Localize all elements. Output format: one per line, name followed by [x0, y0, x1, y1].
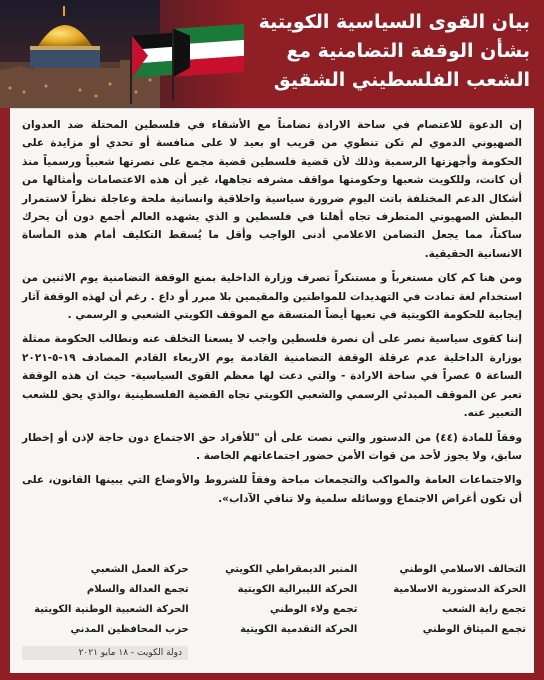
signatory: الحركة الليبرالية الكويتية: [237, 584, 358, 595]
title-line: بيان القوى السياسية الكويتية: [258, 11, 530, 33]
signatory: المنبر الديمقراطي الكويتي: [225, 564, 358, 575]
header-banner: [0, 0, 544, 108]
paragraph: إن الدعوة للاعتصام في ساحة الارادة تضامناً مع الأشقاء في فلسطين المحتلة ضد العدوان الصهيوني الدموي لم تكن تنطوي من قريب او بعيد لا على منافسة أو تحدي أو مزايدة على الحكومة وأجهزتها الرسمية وذلك لأن قضية فلسطين قضية مجمع على نصرتها شعبياً ورسمياً منذ أن كانت، وللكويت شعبها وحكومتها مواقف مشرفه تجاهها، غير أن هذه الاعتصامات وأمثالها من أشكال الدعم المختلفة باتت اليوم ضرورة سياسية واخلاقية وانسانية ملحة وعاجلة نظراً لاستمرار البطش الصهيوني المتطرف تجاه أهلنا في فلسطين و الذي يشهده العالم أجمع دون أن يحرك ساكناً، مما يجعل التضامن الاعلامي أدنى الواجب وأقل ما يُسقط التكليف أمام هذه المأساة الانسانية الحقيقية.: [22, 119, 522, 260]
statement-body: [22, 116, 522, 514]
signatory: تجمع الميثاق الوطني: [422, 624, 526, 635]
date-footer: دولة الكويت - ١٨ مايو ٢٠٢١: [22, 646, 188, 660]
paragraph: إننا كقوى سياسية نصر على أن نصرة فلسطين واجب لا يسعنا التخلف عنه ونطالب الحكومة ممثلة بوزارة الداخلية عدم عرقلة الوقفة التضامنية القادمة يوم الاربعاء القادم المصادف ١٩-٥-٢٠٢١ الساعة ٥ عصراً في ساحة الارادة - والتي دعت لها معظم القوى السياسية- حيث ان هذه الوقفة تعبر عن الموقف المبدئي الرسمي والشعبي الكويتي تجاه القضية الفلسطينية ،والذي يحق للشعب التعبير عنه.: [22, 333, 522, 420]
signatory: الحركة الدستورية الاسلامية: [393, 584, 526, 595]
signatory: الحركة التقدمية الكويتية: [240, 624, 358, 635]
signatory: حركة العمل الشعبي: [90, 564, 189, 575]
paragraph: والاجتماعات العامة والمواكب والتجمعات مباحة وفقاً للشروط والأوضاع التي يبينها القانون، على أن تكون أغراض الاجتماع ووسائله سلمية ولا تنافي الآداب».: [22, 474, 522, 505]
signatory: حزب المحافظين المدني: [70, 624, 189, 635]
statement-title: [230, 8, 530, 95]
paragraph: وفقاً للمادة (٤٤) من الدستور والتي نصت على أن "للأفراد حق الاجتماع دون حاجة لإذن أو إخطار سابق، ولا يجوز لأحد من قوات الأمن حضور اجتماعاتهم الخاصة .: [22, 431, 522, 462]
signatory: تجمع راية الشعب: [441, 604, 526, 615]
signatory: الحركة الشعبية الوطنية الكويتية: [34, 604, 189, 615]
signatory: التحالف الاسلامي الوطني: [399, 564, 526, 575]
paragraph: ومن هنا كم كان مستغرباً و مستنكراً تصرف وزارة الداخلية بمنع الوقفة التضامنية يوم الاثنين من استخدام لغة تمادت في التهديدات للمواطنين والمقيمين بلا مبرر أو داع . رغم أن لهذه الوقفة آثار إيجابية للحكومة الكويتية في تعيها أيضاً المتسقة مع الموقف الكويتي الشعبي و الرسمي .: [22, 272, 522, 322]
title-line: الشعب الفلسطيني الشقيق: [273, 69, 530, 91]
title-line: بشأن الوقفة التضامنية مع: [286, 40, 530, 62]
signatory: تجمع ولاء الوطني: [270, 604, 358, 615]
signatories-list: [20, 564, 526, 648]
signatory: تجمع العدالة والسلام: [86, 584, 189, 595]
